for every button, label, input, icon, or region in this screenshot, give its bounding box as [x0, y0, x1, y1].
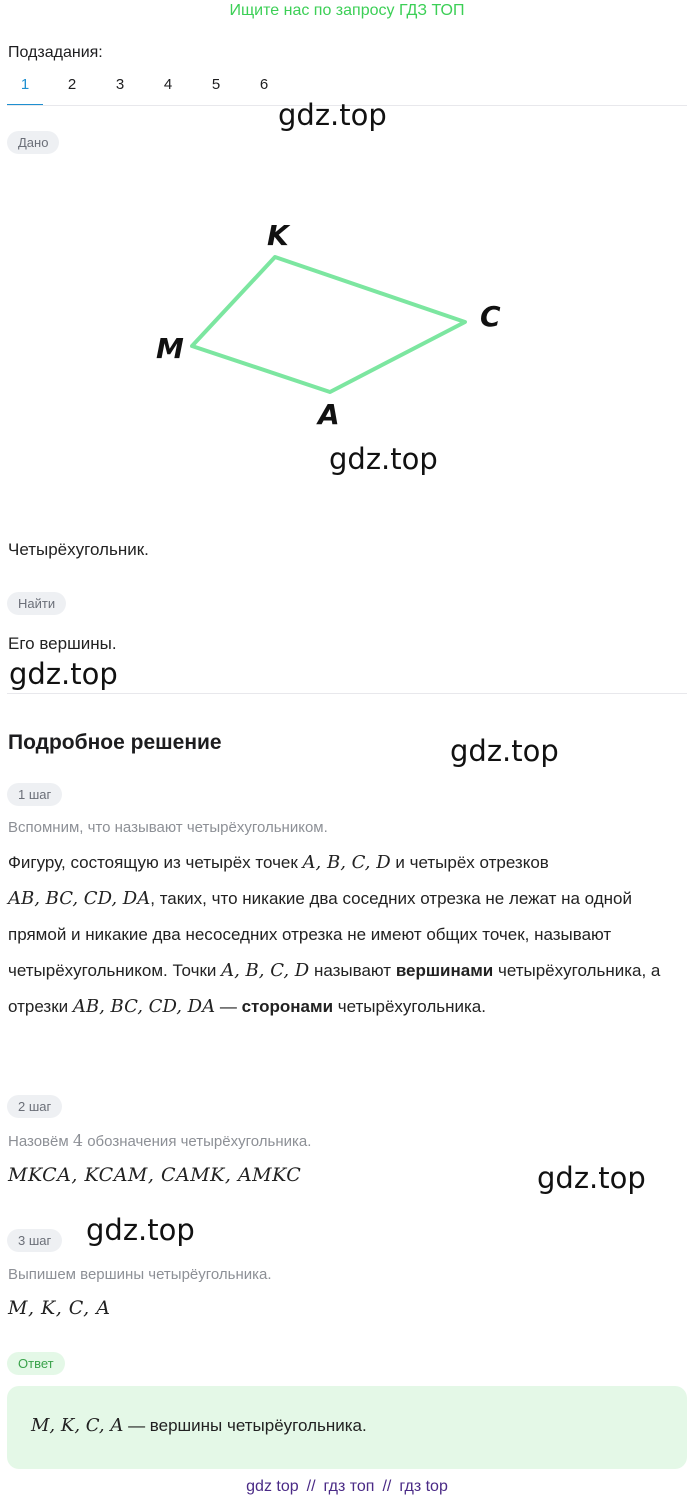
find-chip: Найти [7, 592, 66, 615]
math-number: 4 [72, 1131, 84, 1150]
step-2-intro [8, 1131, 311, 1150]
step-1-intro: Вспомним, что называют четырёхугольником. [8, 819, 328, 836]
vertex-label-m: M [156, 332, 184, 365]
text-fragment: — [215, 997, 242, 1016]
math-segments: AB, BC, CD, DA [72, 996, 216, 1017]
watermark: gdz.top [9, 657, 118, 691]
watermark: gdz.top [86, 1213, 195, 1247]
tab-1[interactable]: 1 [7, 70, 43, 106]
text-fragment: Назовём [8, 1133, 73, 1150]
footer-link-gdz-top-mixed[interactable]: гдз top [399, 1478, 448, 1495]
text-fragment: Фигуру, состоящую из четырёх точек [8, 853, 303, 872]
math-segments: AB, BC, CD, DA [8, 888, 151, 909]
bold-term-sides: сторонами [241, 997, 334, 1016]
tab-2[interactable]: 2 [67, 76, 77, 93]
footer-separator: // [382, 1478, 392, 1495]
given-chip: Дано [7, 131, 59, 154]
watermark: gdz.top [537, 1161, 646, 1195]
footer-link-gdz-top[interactable]: gdz top [246, 1478, 299, 1495]
quadrilateral-figure [150, 215, 510, 435]
step-2-names: MKCA, KCAM, CAMK, AMKC [8, 1164, 302, 1186]
answer-label: — вершины четырёугольника. [123, 1416, 367, 1435]
watermark: gdz.top [278, 98, 387, 132]
footer-separator: // [306, 1478, 316, 1495]
given-text: Четырёхугольник. [8, 540, 149, 559]
subtasks-label: Подзадания: [8, 44, 103, 61]
answer-text [31, 1415, 367, 1436]
text-fragment: называют [309, 961, 396, 980]
solution-heading: Подробное решение [8, 731, 222, 754]
tab-3[interactable]: 3 [115, 76, 125, 93]
footer-links [0, 1478, 694, 1496]
text-fragment: обозначения четырёхугольника. [83, 1133, 312, 1150]
watermark: gdz.top [329, 442, 438, 476]
vertex-label-a: A [318, 398, 340, 431]
quadrilateral-shape [192, 257, 465, 392]
text-fragment: и четырёх отрезков [390, 853, 549, 872]
footer-link-gdz-top-ru[interactable]: гдз топ [323, 1478, 375, 1495]
step-2-chip: 2 шаг [7, 1095, 62, 1118]
find-text: Его вершины. [8, 634, 117, 653]
text-fragment: четырёхугольника, а отрезки [8, 961, 661, 1016]
answer-math: M, K, C, A [31, 1415, 124, 1436]
watermark: gdz.top [450, 734, 559, 768]
tab-4[interactable]: 4 [163, 76, 173, 93]
tab-5[interactable]: 5 [211, 76, 221, 93]
step-3-intro: Выпишем вершины четырёугольника. [8, 1266, 272, 1283]
vertex-label-k: K [267, 219, 289, 252]
vertex-label-c: C [480, 300, 501, 333]
math-points: A, B, C, D [302, 852, 391, 873]
answer-chip: Ответ [7, 1352, 65, 1375]
text-fragment: , таких, что никакие два соседних отрезка не лежат на одной прямой и никакие два несоседних отрезка не имеют общих точек, называют четырёхугольником. Точки [8, 889, 633, 980]
tab-6[interactable]: 6 [259, 76, 269, 93]
step-3-vertices: M, K, C, A [8, 1297, 111, 1319]
section-divider [7, 693, 687, 694]
search-banner: Ищите нас по запросу ГДЗ ТОП [229, 2, 465, 19]
text-fragment: четырёхугольника. [333, 997, 486, 1016]
step-1-chip: 1 шаг [7, 783, 62, 806]
step-1-paragraph [8, 845, 678, 1025]
math-points: A, B, C, D [221, 960, 310, 981]
answer-box [7, 1386, 687, 1469]
bold-term-vertices: вершинами [395, 961, 494, 980]
step-3-chip: 3 шаг [7, 1229, 62, 1252]
